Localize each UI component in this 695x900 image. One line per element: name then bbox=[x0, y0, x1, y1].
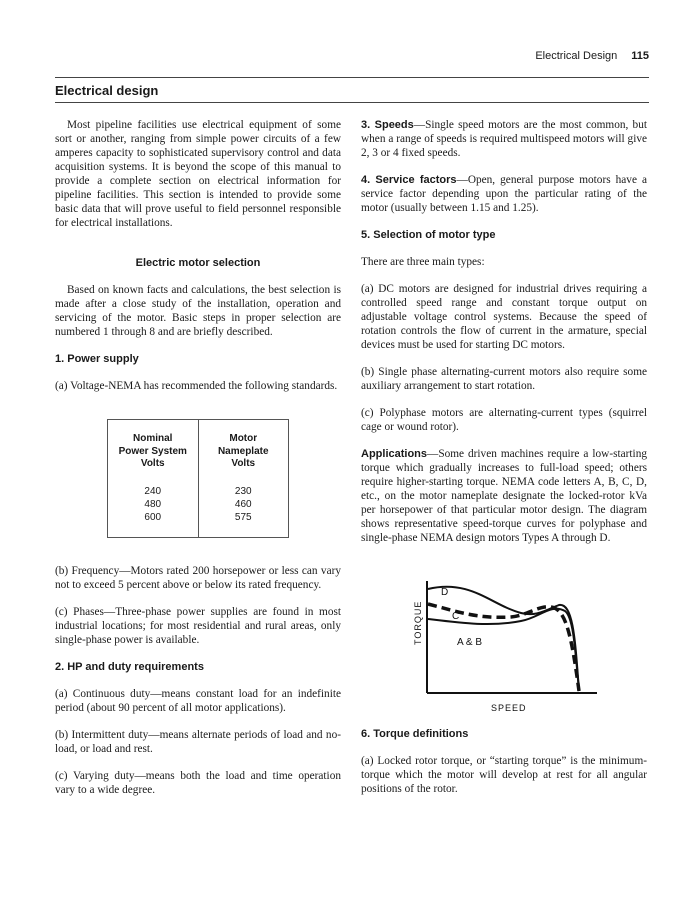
table-cell: 600 bbox=[144, 511, 162, 523]
polyphase-paragraph: (c) Polyphase motors are alternating-current types (squirrel cage or wound rotor). bbox=[361, 407, 647, 433]
motor-selection-intro: Based on known facts and calculations, the best selection is made after a close study of the installation, operation and servicing of the motor. Basic steps in proper selection are numbered 1 through 8 and are briefly described. bbox=[55, 284, 341, 338]
table-row bbox=[108, 485, 289, 498]
intermittent-duty-paragraph: (b) Intermittent duty—means alternate periods of load and no-load, or load and rest. bbox=[55, 728, 341, 755]
single-phase-paragraph: (b) Single phase alternating-current motors also require some auxiliary arrangement to start rotation. bbox=[361, 366, 647, 392]
applications-paragraph: Applications—Some driven machines require a low-starting torque which gradually increases to full-load speed; others require higher-starting torque. NEMA code letters A, B, C, D, etc., on the motor nameplate designate the locked-rotor kVa per horsepower of that particular motor design. The diagram shows representative speed-torque curves for polyphase and single-phase NEMA design motors Types A through D. bbox=[361, 448, 647, 544]
col-nameplate-header: Motor Nameplate Volts bbox=[198, 420, 289, 485]
continuous-duty-paragraph: (a) Continuous duty—means constant load for an indefinite period (about 90 percent of all motor applications). bbox=[55, 687, 341, 714]
table-header-row bbox=[108, 420, 289, 485]
voltage-table bbox=[107, 419, 289, 538]
service-factors-label: 4. Service factors bbox=[361, 174, 457, 186]
speed-torque-diagram bbox=[361, 575, 647, 725]
locked-rotor-paragraph: (a) Locked rotor torque, or “starting torque” is the minimum-torque which the motor will develop at rest for all angular positions of the rotor. bbox=[361, 755, 647, 795]
types-intro: There are three main types: bbox=[361, 256, 485, 268]
table-cell: 230 bbox=[198, 485, 289, 498]
speeds-paragraph: 3. Speeds—Single speed motors are the most common, but when a range of speeds is required multispeed motors will give 2, 3 or 4 fixed speeds. bbox=[361, 119, 647, 159]
torque-definitions-heading: 6. Torque definitions bbox=[361, 728, 469, 740]
left-column bbox=[55, 118, 341, 797]
curve-d bbox=[428, 587, 579, 691]
section-title: Electrical design bbox=[55, 83, 159, 98]
hp-duty-heading: 2. HP and duty requirements bbox=[55, 660, 204, 673]
right-column bbox=[361, 118, 647, 796]
table-row bbox=[108, 511, 289, 538]
intro-paragraph: Most pipeline facilities use electrical equipment of some sort or another, ranging from simple power circuits of a few amperes capacity to sophisticated supervisory control and data acquisition systems. It is beyond the scope of this manual to provide a complete section on electrical information for pipeline facilities. This section is intended to provide some basic data that will prove useful to field personnel responsible for electrical installations. bbox=[55, 119, 341, 229]
label-a-b: A & B bbox=[457, 637, 483, 648]
service-factors-paragraph: 4. Service factors—Open, general purpose motors have a service factor depending upon the particular rating of the motor (usually between 1.15 and 1.25). bbox=[361, 174, 647, 214]
motor-type-heading: 5. Selection of motor type bbox=[361, 229, 496, 241]
table-row bbox=[108, 498, 289, 511]
phases-paragraph: (c) Phases—Three-phase power supplies are found in most industrial locations; for most residential and rural areas, only single-phase power is available. bbox=[55, 605, 341, 646]
header-rule bbox=[55, 77, 649, 78]
speeds-label: 3. Speeds bbox=[361, 119, 414, 131]
running-header bbox=[55, 50, 649, 64]
label-d: D bbox=[441, 587, 449, 598]
col-nominal-header: Nominal Power System Volts bbox=[118, 433, 187, 469]
x-axis-label: SPEED bbox=[491, 703, 527, 713]
speed-torque-svg bbox=[361, 575, 647, 725]
table-cell: 240 bbox=[144, 485, 162, 497]
frequency-paragraph: (b) Frequency—Motors rated 200 horsepower or less can vary not to exceed 5 percent above or below its rated frequency. bbox=[55, 564, 341, 591]
applications-label: Applications bbox=[361, 448, 428, 460]
y-axis-label: TORQUE bbox=[413, 600, 423, 645]
page-number: 115 bbox=[631, 50, 649, 62]
motor-selection-heading: Electric motor selection bbox=[135, 257, 261, 269]
varying-duty-paragraph: (c) Varying duty—means both the load and time operation vary to a wide degree. bbox=[55, 769, 341, 796]
dc-motors-paragraph: (a) DC motors are designed for industrial drives requiring a controlled speed range and constant torque output on adjustable voltage control systems. Because the speed of rotation controls the flow of current in the armature, special devices must be used for starting DC motors. bbox=[361, 283, 647, 351]
curve-a-b bbox=[428, 609, 579, 691]
power-supply-heading: 1. Power supply bbox=[55, 353, 139, 365]
curve-c bbox=[428, 604, 579, 691]
table-cell: 480 bbox=[144, 498, 162, 510]
table-cell: 460 bbox=[198, 498, 289, 511]
title-rule bbox=[55, 102, 649, 103]
voltage-paragraph: (a) Voltage-NEMA has recommended the following standards. bbox=[55, 380, 338, 392]
table-cell: 575 bbox=[198, 511, 289, 538]
label-c: C bbox=[452, 611, 460, 622]
running-title: Electrical Design bbox=[535, 50, 618, 62]
